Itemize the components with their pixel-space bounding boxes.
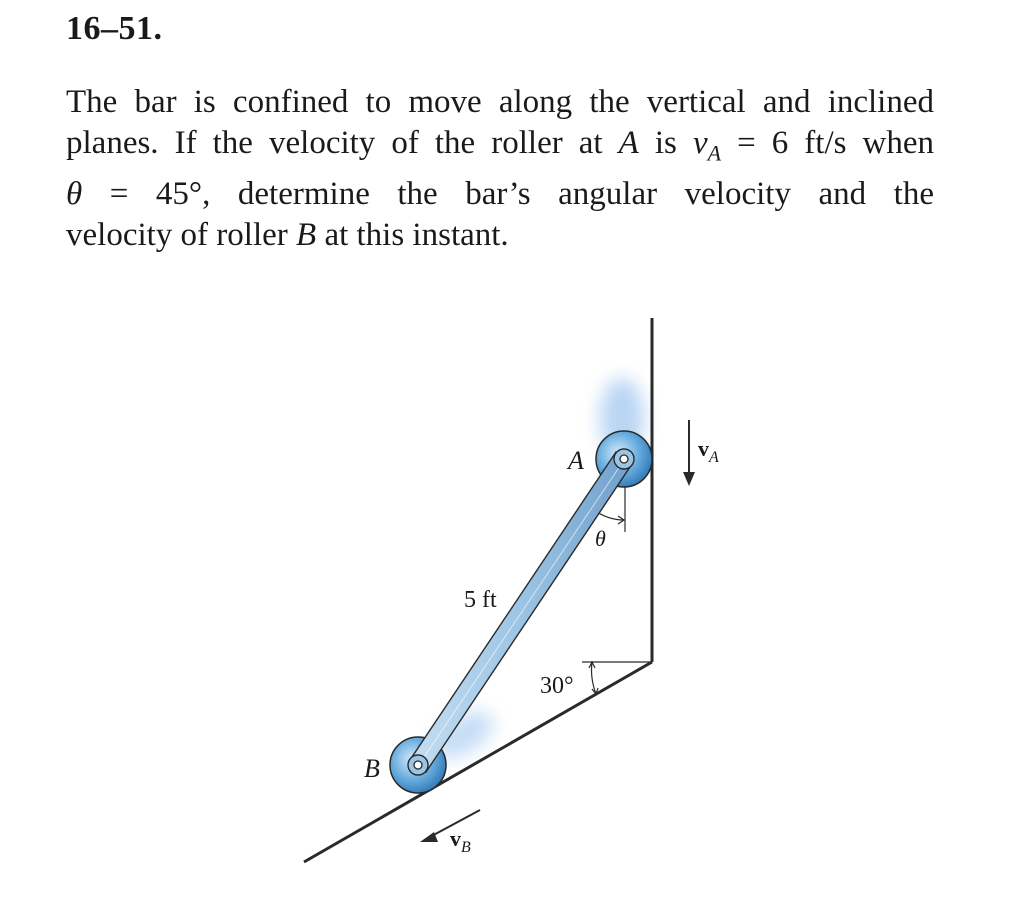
label-angle-30: 30° [540,673,574,699]
pin-b [414,761,422,769]
label-b: B [364,754,380,783]
line2-mid: is [638,125,693,161]
line4-pre: velocity of roller [66,216,297,253]
line2-post: = 6 ft/s when [721,125,935,161]
line2-pre: planes. If the velocity of the roller at [66,125,619,161]
label-theta: θ [595,526,606,551]
velocity-symbol: v [692,125,708,161]
label-velocity-a: $v_A$ [698,436,719,466]
point-b-ref: B [296,216,317,253]
theta-symbol: θ [66,175,83,212]
line3-post: = 45°, determine the bar’s angular velocity and the [82,175,934,212]
pin-a [620,455,628,463]
line4-post: at this instant. [316,216,509,253]
velocity-arrow-a-head [683,472,695,486]
label-length: 5 ft [464,587,497,613]
bar [408,449,634,775]
label-a: A [568,446,584,475]
problem-line-1: The bar is confined to move along the vertical and inclined [66,84,934,120]
velocity-subscript: A [707,140,722,166]
point-a-ref: A [618,125,639,161]
label-velocity-b: $v_B$ [450,826,471,856]
problem-number: 16–51. [66,10,163,47]
